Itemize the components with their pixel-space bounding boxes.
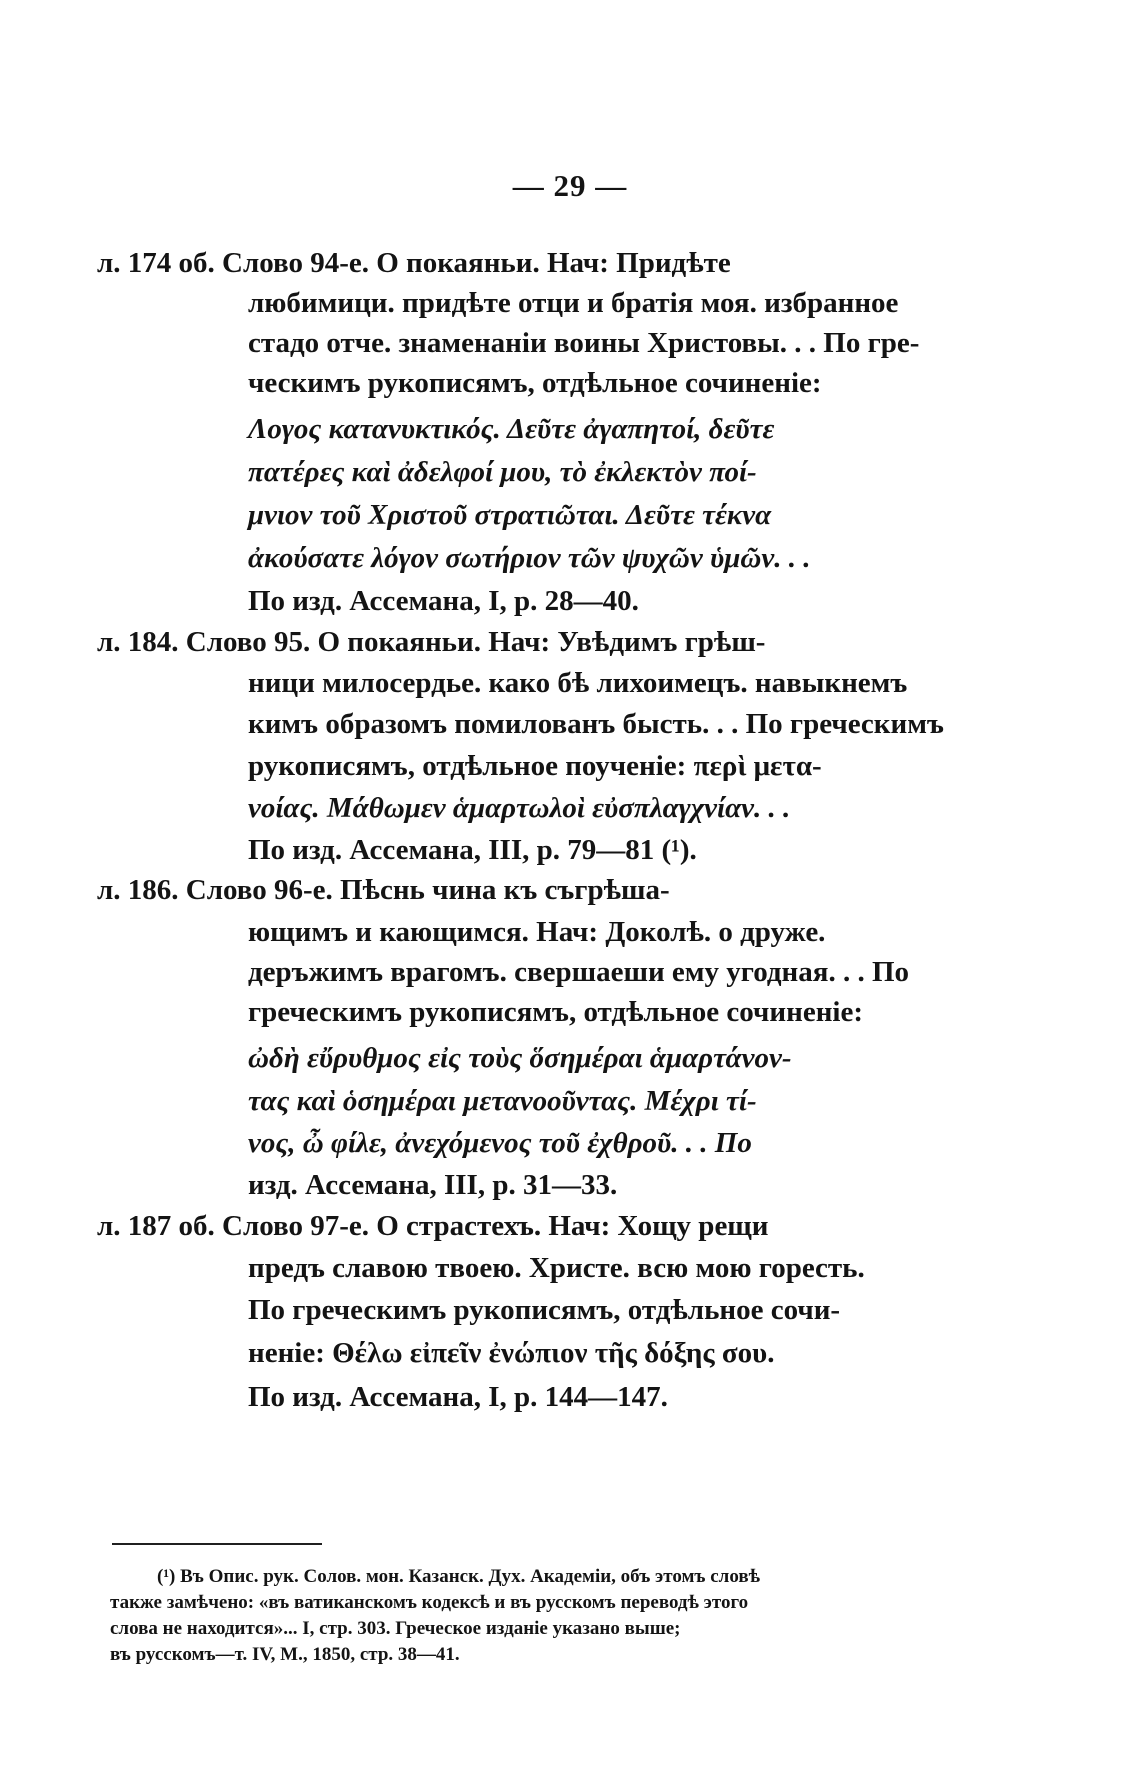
entry-line-greek: πατέρες καὶ ἀδελφοί μου, τὸ ἐκλεκτὸν ποί- — [248, 456, 757, 488]
entry-line: По греческимъ рукописямъ, отдѣльное сочи- — [248, 1294, 841, 1326]
entry-line: предъ славою твоею. Христе. всю мою горесть. — [248, 1252, 865, 1284]
entry-line: По изд. Ассемана, I, р. 28—40. — [248, 585, 639, 617]
footnote-line: слова не находится»... I, стр. 303. Греческое изданіе указано выше; — [110, 1618, 681, 1639]
entry-line: ческимъ рукописямъ, отдѣльное сочиненіе: — [248, 367, 822, 399]
entry-line: ющимъ и кающимся. Нач: Доколѣ. о друже. — [248, 916, 826, 948]
entry-line: л. 174 об. Слово 94-е. О покаяньи. Нач: Придѣте — [97, 247, 731, 279]
entry-line: кимъ образомъ помилованъ бысть. . . По греческимъ — [248, 708, 944, 740]
entry-line: изд. Ассемана, III, р. 31—33. — [248, 1169, 618, 1201]
entry-line-greek: ἀκούσατε λόγον σωτήριον τῶν ψυχῶν ὑμῶν. . . — [248, 542, 811, 574]
footnote-divider — [112, 1543, 322, 1545]
entry-line: л. 186. Слово 96-е. Пѣснь чина къ съгрѣша- — [97, 874, 670, 906]
entry-line: деръжимъ врагомъ. свершаеши ему угодная. . . По — [248, 956, 910, 988]
entry-line-greek: ὠδὴ εὔρυθμος εἰς τοὺς ὅσημέραι ἁμαρτάνον- — [248, 1042, 792, 1074]
entry-line-greek: Λογος κατανυκτικός. Δεῦτε ἀγαπητοί, δεῦτε — [248, 413, 775, 445]
page-number: — 29 — — [512, 168, 628, 203]
footnote-line: также замѣчено: «въ ватиканскомъ кодексѣ и въ русскомъ переводѣ этого — [110, 1592, 749, 1613]
entry-line-greek: νοίας. Μάθωμεν ἁμαρτωλοὶ εὐσπλαγχνίαν. . . — [248, 792, 791, 824]
entry-line: стадо отче. знаменаніи воины Христовы. . . По гре- — [248, 327, 920, 359]
footnote-line: (¹) Въ Опис. рук. Солов. мон. Казанск. Дух. Академіи, объ этомъ словѣ — [157, 1566, 761, 1587]
entry-line: л. 187 об. Слово 97-е. О страстехъ. Нач: Хощу рещи — [97, 1210, 769, 1242]
entry-line-greek: νος, ὦ φίλε, ἀνεχόμενος τοῦ ἐχθροῦ. . . По — [248, 1127, 752, 1159]
entry-line-greek: τας καὶ ὁσημέραι μετανοοῦντας. Μέχρι τί- — [248, 1085, 757, 1117]
entry-line: По изд. Ассемана, III, р. 79—81 (¹). — [248, 834, 697, 866]
footnote-line: въ русскомъ—т. IV, М., 1850, стр. 38—41. — [110, 1644, 460, 1665]
entry-line: любимици. придѣте отци и братія моя. избранное — [248, 287, 899, 319]
entry-line-greek: μνιον τοῦ Χριστοῦ στρατιῶται. Δεῦτε τέκνα — [248, 499, 772, 531]
entry-line: греческимъ рукописямъ, отдѣльное сочиненіе: — [248, 996, 863, 1028]
entry-line: л. 184. Слово 95. О покаяньи. Нач: Увѣдимъ грѣш- — [97, 626, 766, 658]
entry-line: По изд. Ассемана, I, р. 144—147. — [248, 1381, 668, 1413]
entry-line: рукописямъ, отдѣльное поученіе: περὶ μετα- — [248, 750, 822, 782]
entry-line-greek: неніе: Θέλω εἰπεῖν ἐνώπιον τῆς δόξης σου. — [248, 1337, 775, 1369]
entry-line: ници милосердье. како бѣ лихоимецъ. навыкнемъ — [248, 667, 908, 699]
